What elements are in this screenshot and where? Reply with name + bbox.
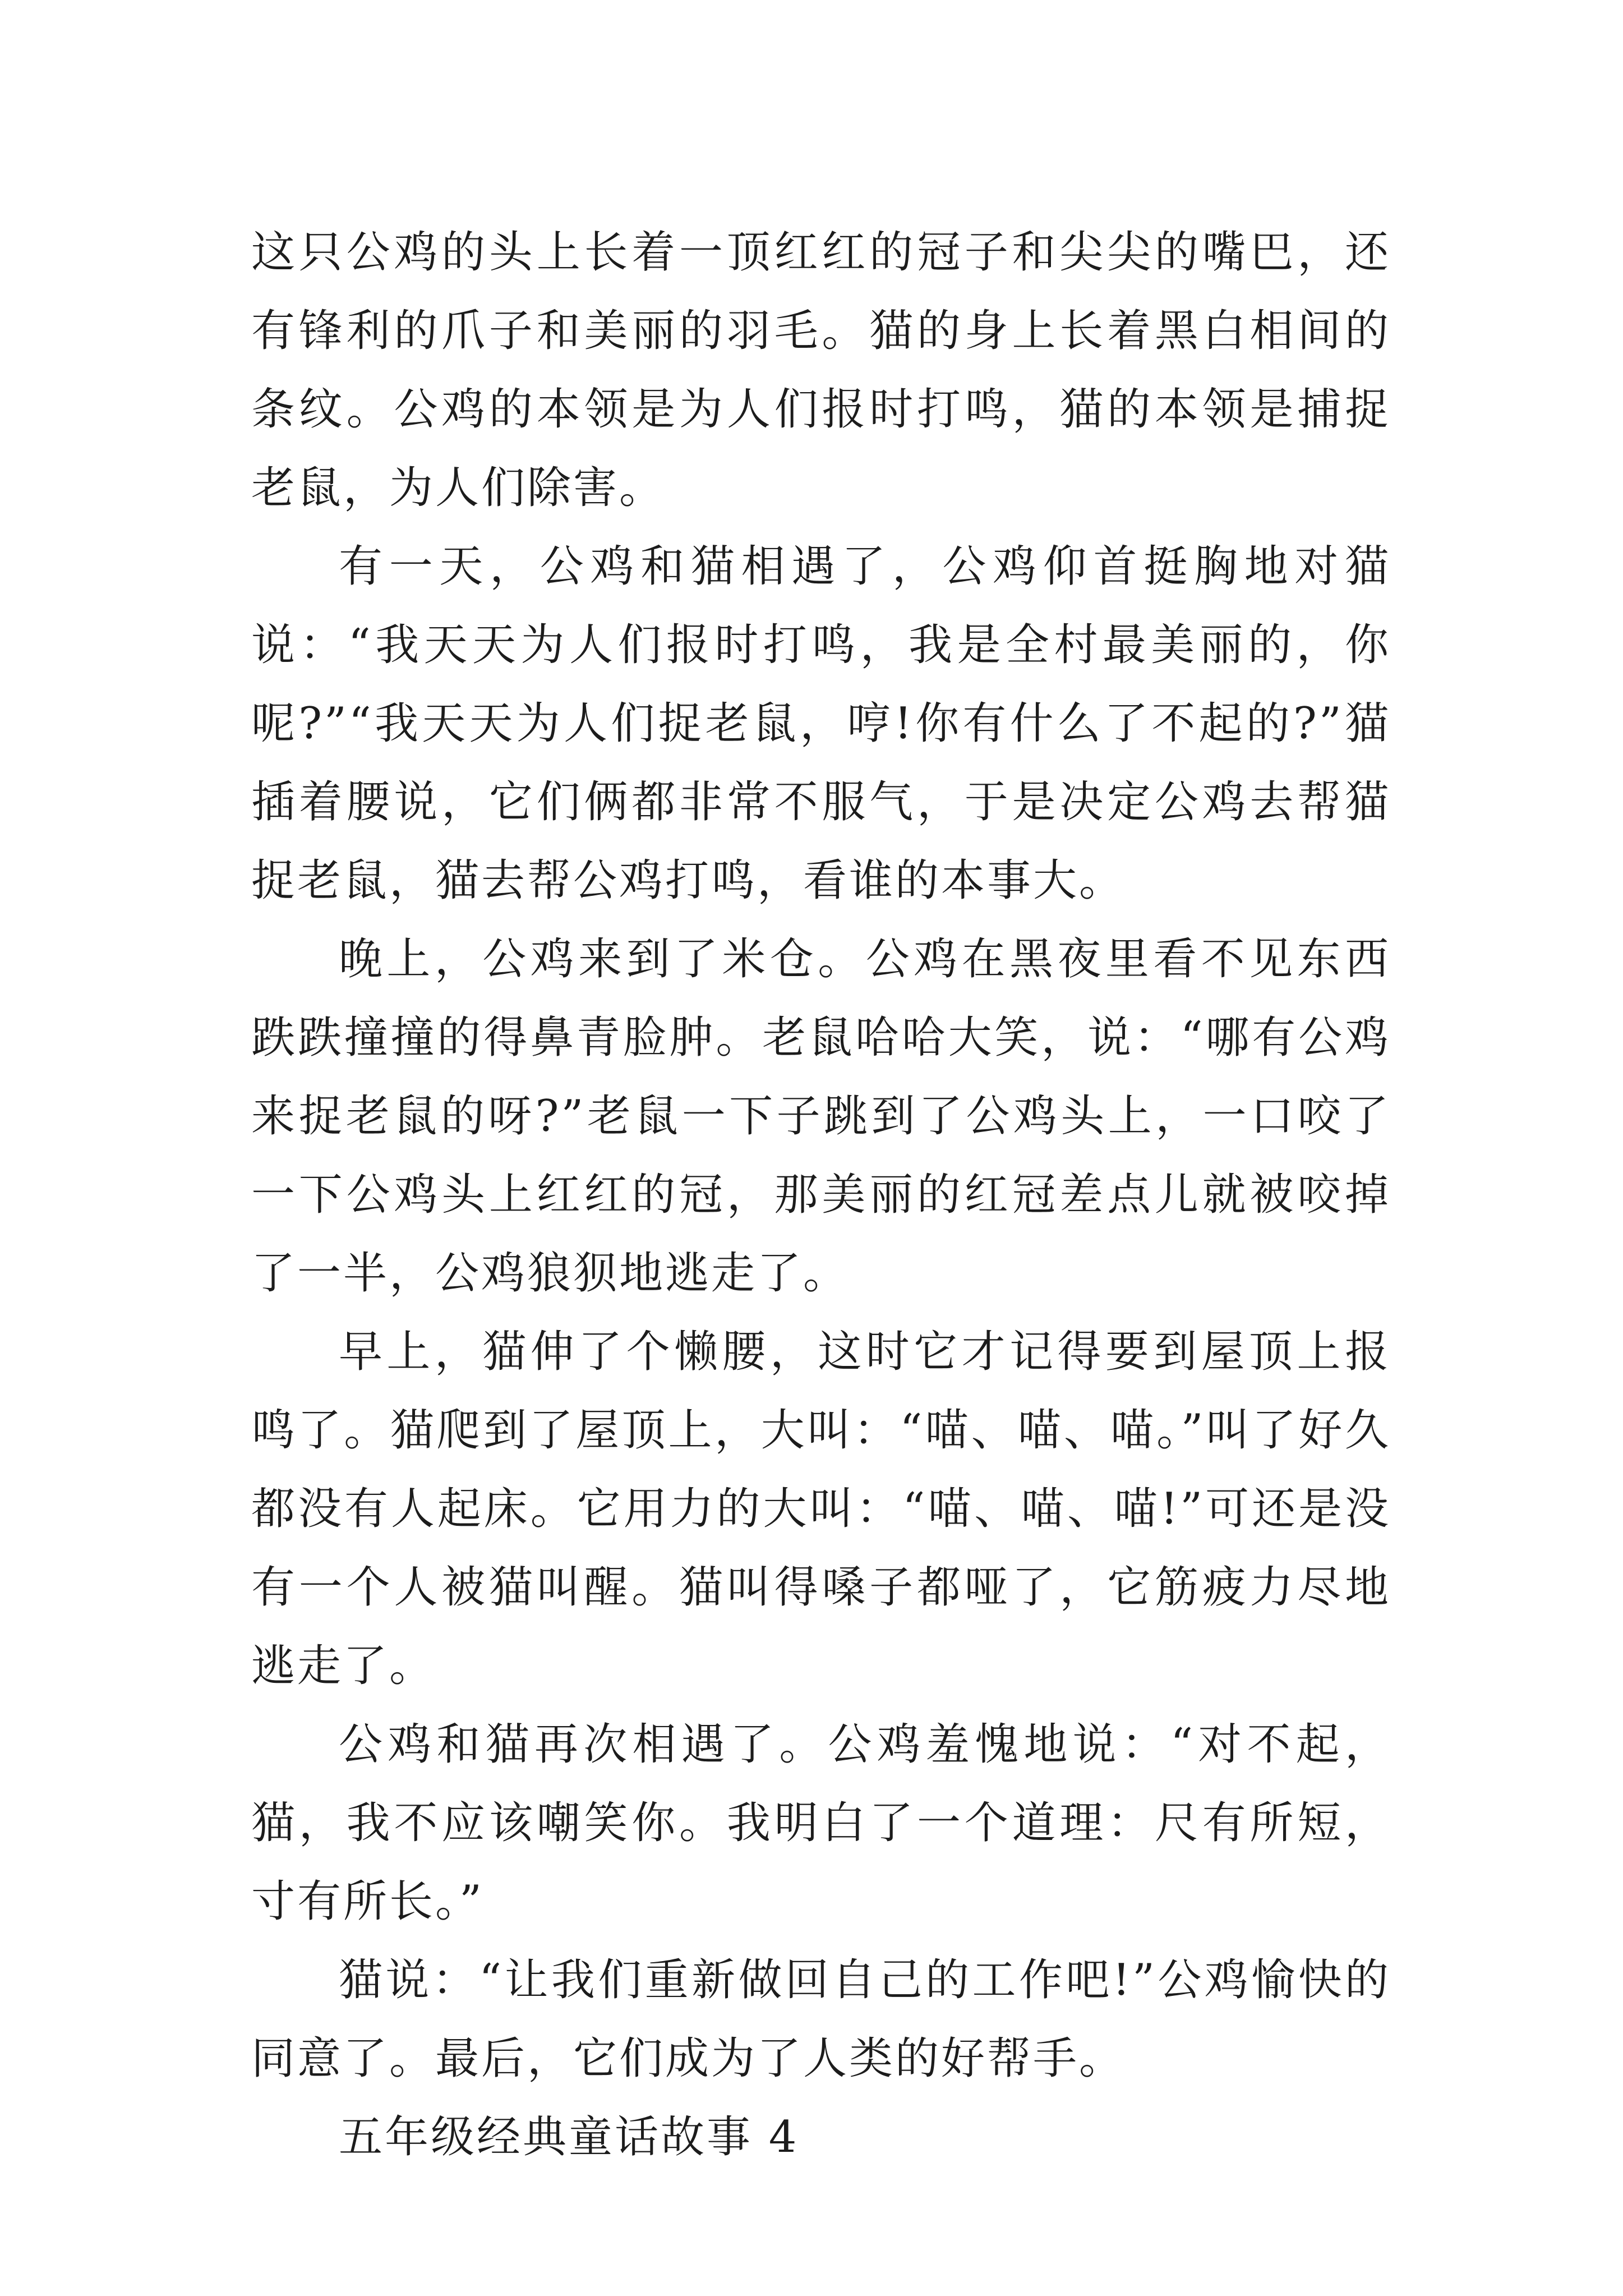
- paragraph-1: 这只公鸡的头上长着一顶红红的冠子和尖尖的嘴巴，还有锋利的爪子和美丽的羽毛。猫的身上长着黑白相间的条纹。公鸡的本领是为人们报时打鸣，猫的本领是捕捉老鼠，为人们除害。: [251, 227, 1391, 513]
- document-body: [251, 213, 1391, 2177]
- paragraph-4: 早上，猫伸了个懒腰，这时它才记得要到屋顶上报鸣了。猫爬到了屋顶上，大叫：“喵、喵、喵。”叫了好久都没有人起床。它用力的大叫：“喵、喵、喵!”可还是没有一个人被猫叫醒。猫叫得嗓子都哑了，它筋疲力尽地逃走了。: [251, 1327, 1391, 1691]
- section-heading: 五年级经典童话故事 4: [339, 2112, 799, 2162]
- paragraph-6: 猫说：“让我们重新做回自己的工作吧!”公鸡愉快的同意了。最后，它们成为了人类的好帮手。: [251, 1955, 1391, 2084]
- paragraph-2: 有一天，公鸡和猫相遇了，公鸡仰首挺胸地对猫说：“我天天为人们报时打鸣，我是全村最美丽的，你呢?”“我天天为人们捉老鼠，哼!你有什么了不起的?”猫插着腰说，它们俩都非常不服气，于是决定公鸡去帮猫捉老鼠，猫去帮公鸡打鸣，看谁的本事大。: [251, 541, 1391, 906]
- paragraph-5: 公鸡和猫再次相遇了。公鸡羞愧地说：“对不起，猫，我不应该嘲笑你。我明白了一个道理：尺有所短，寸有所长。”: [251, 1719, 1391, 1927]
- paragraph-3: 晚上，公鸡来到了米仓。公鸡在黑夜里看不见东西跌跌撞撞的得鼻青脸肿。老鼠哈哈大笑，说：“哪有公鸡来捉老鼠的呀?”老鼠一下子跳到了公鸡头上，一口咬了一下公鸡头上红红的冠，那美丽的红冠差点儿就被咬掉了一半，公鸡狼狈地逃走了。: [251, 934, 1391, 1299]
